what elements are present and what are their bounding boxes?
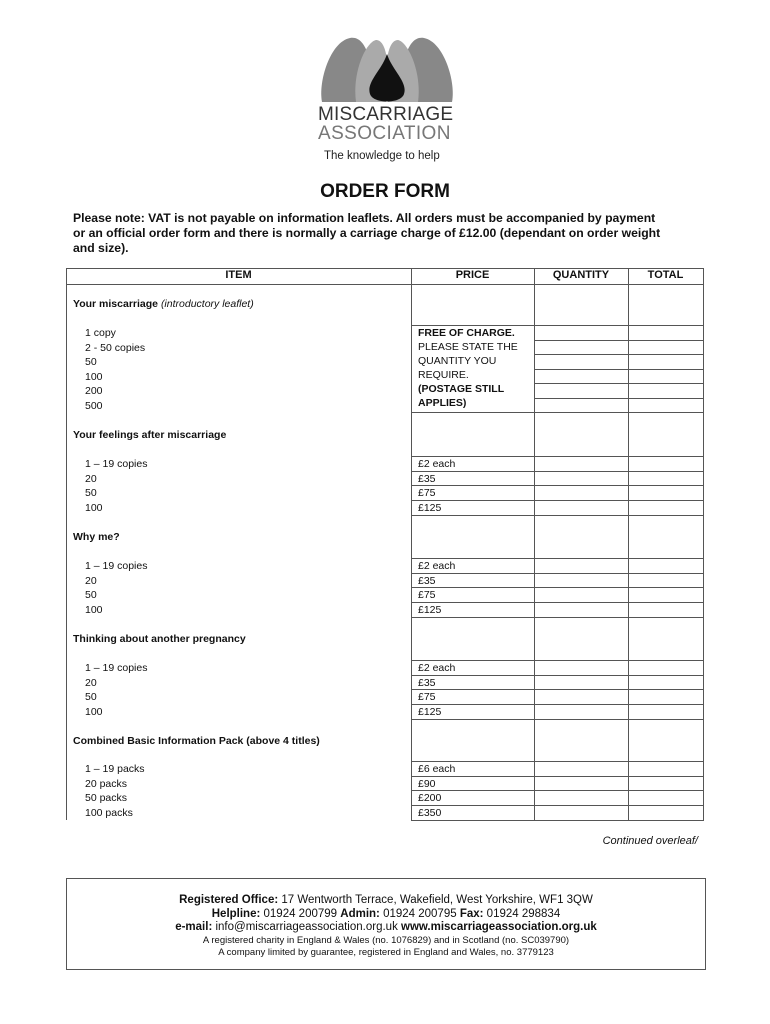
- email-link[interactable]: info@miscarriageassociation.org.uk: [212, 921, 402, 933]
- item-option: 1 copy: [85, 327, 116, 339]
- charity-line: A registered charity in England & Wales (no. 1076829) and in Scotland (no. SC039790): [202, 934, 570, 946]
- item-option: 20: [85, 677, 97, 689]
- price-cell: £90: [418, 778, 436, 790]
- section-title: Your feelings after miscarriage: [73, 429, 227, 441]
- price-note: REQUIRE.: [418, 369, 469, 381]
- price-cell: £35: [418, 473, 436, 485]
- price-note: FREE OF CHARGE.: [418, 327, 515, 339]
- section-title: Your miscarriage (introductory leaflet): [73, 298, 254, 310]
- price-note: (POSTAGE STILL: [418, 383, 505, 395]
- vat-note: [73, 211, 713, 256]
- company-line: A company limited by guarantee, registered in England and Wales, no. 3779123: [218, 946, 554, 958]
- item-option: 100: [85, 604, 103, 616]
- price-cell: £35: [418, 677, 436, 689]
- price-cell: £75: [418, 691, 436, 703]
- website-link[interactable]: www.miscarriageassociation.org.uk: [401, 921, 597, 933]
- item-option: 50 packs: [85, 792, 128, 804]
- price-cell: £2 each: [418, 662, 456, 674]
- logo-mark-icon: [316, 32, 458, 104]
- item-option: 20: [85, 473, 97, 485]
- price-cell: £350: [418, 807, 442, 819]
- contact-line: Helpline: 01924 200799 Admin: 01924 200795 Fax: 01924 298834: [211, 907, 561, 920]
- item-option: 1 – 19 copies: [85, 560, 148, 572]
- price-cell: £75: [418, 487, 436, 499]
- item-option: 50: [85, 356, 97, 368]
- price-note: APPLIES): [418, 397, 467, 409]
- item-option: 100 packs: [85, 807, 133, 819]
- item-option: 50: [85, 691, 97, 703]
- association-logo: [312, 32, 462, 172]
- price-cell: £125: [418, 604, 442, 616]
- footer-box: [66, 878, 706, 970]
- price-cell: £125: [418, 706, 442, 718]
- price-note: PLEASE STATE THE: [418, 341, 518, 353]
- section-title: Thinking about another pregnancy: [73, 633, 246, 645]
- item-option: 100: [85, 371, 103, 383]
- price-cell: £2 each: [418, 560, 456, 572]
- price-note: QUANTITY YOU: [418, 355, 497, 367]
- header-price: PRICE: [455, 269, 490, 281]
- office-line: Registered Office: 17 Wentworth Terrace, Wakefield, West Yorkshire, WF1 3QW: [179, 894, 593, 906]
- note-line: and size).: [73, 241, 129, 255]
- email-line: e-mail: info@miscarriageassociation.org.uk www.miscarriageassociation.org.uk: [175, 921, 597, 933]
- section-title: Why me?: [73, 531, 120, 543]
- item-option: 2 - 50 copies: [85, 342, 146, 354]
- page-title: ORDER FORM: [320, 181, 450, 202]
- logo-tagline: The knowledge to help: [324, 150, 440, 162]
- item-option: 1 – 19 packs: [85, 763, 145, 775]
- item-option: 50: [85, 589, 97, 601]
- item-option: 100: [85, 502, 103, 514]
- price-cell: £200: [418, 792, 442, 804]
- header-total: TOTAL: [647, 269, 684, 281]
- section-subtitle: (introductory leaflet): [160, 298, 254, 310]
- header-item: ITEM: [225, 269, 252, 281]
- price-cell: £2 each: [418, 458, 456, 470]
- price-cell: £125: [418, 502, 442, 514]
- header-quantity: QUANTITY: [552, 269, 610, 281]
- item-option: 1 – 19 copies: [85, 458, 148, 470]
- item-option: 1 – 19 copies: [85, 662, 148, 674]
- item-option: 200: [85, 385, 103, 397]
- logo-name-line1: MISCARRIAGE: [318, 104, 454, 125]
- note-line: Please note: VAT is not payable on information leaflets. All orders must be accompanied by payment: [73, 211, 656, 225]
- logo-name-line2: ASSOCIATION: [318, 123, 451, 144]
- continued-note: Continued overleaf/: [602, 835, 698, 847]
- item-option: 500: [85, 400, 103, 412]
- note-line: or an official order form and there is normally a carriage charge of £12.00 (dependant on order weight: [73, 226, 661, 240]
- price-cell: £6 each: [418, 763, 456, 775]
- price-cell: £35: [418, 575, 436, 587]
- price-cell: £75: [418, 589, 436, 601]
- item-option: 100: [85, 706, 103, 718]
- item-option: 20 packs: [85, 778, 128, 790]
- section-title: Combined Basic Information Pack (above 4 titles): [73, 735, 320, 747]
- item-option: 20: [85, 575, 97, 587]
- item-option: 50: [85, 487, 97, 499]
